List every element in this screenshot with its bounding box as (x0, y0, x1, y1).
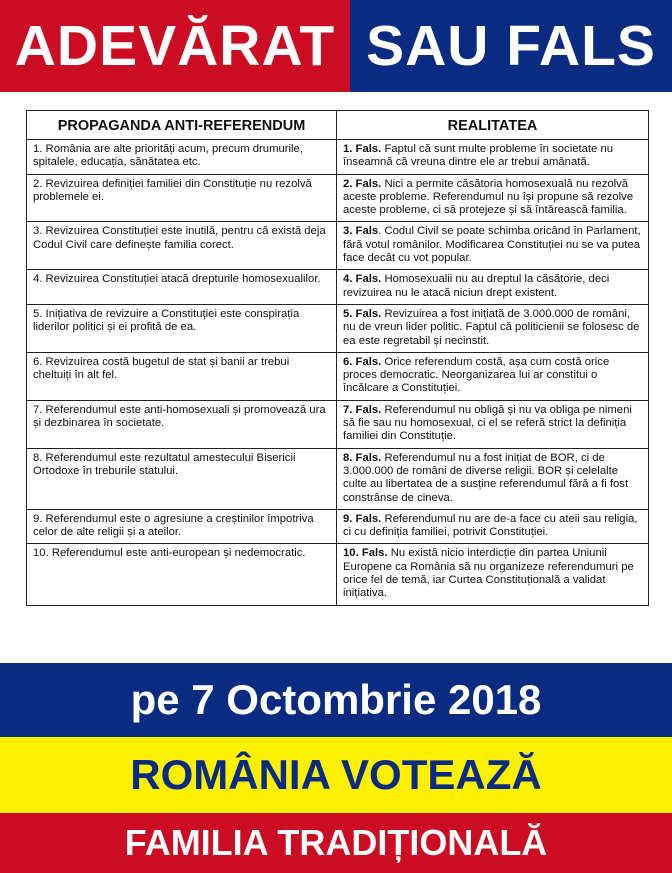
reality-cell (337, 448, 649, 509)
claim-cell: 6. Revizuirea costă bugetul de stat și banii ar trebui cheltuiți în alt fel. (27, 352, 337, 400)
reality-cell (337, 174, 649, 222)
claim-cell: 10. Referendumul este anti-european și nedemocratic. (27, 544, 337, 605)
reality-cell (337, 544, 649, 605)
reality-text: Faptul că sunt multe probleme în societate nu înseamnă că vreuna dintre ele ar trebui amânată. (343, 143, 614, 169)
reality-text: Revizuirea a fost inițiată de 3.000.000 de români, nu de vreun lider politic. Faptul că politicienii se folosesc de ea este regretabil și necinstit. (343, 307, 640, 347)
claim-cell: 2. Revizuirea definiției familiei din Constituție nu rezolvă problemele ei. (27, 174, 337, 222)
table-row (27, 222, 649, 270)
claim-cell: 8. Referendumul este rezultatul amestecului Bisericii Ortodoxe în treburile statului. (27, 448, 337, 509)
claim-cell: 7. Referendumul este anti-homosexuali și promovează ura și dezbinarea în societate. (27, 400, 337, 448)
fals-label: 1. Fals. (343, 143, 382, 155)
romania-votes-banner: ROMÂNIA VOTEAZĂ (0, 737, 672, 813)
fals-label: 6. Fals. (343, 355, 382, 368)
table-row (27, 352, 649, 400)
reality-text: Referendumul nu obligă și nu va obliga pe nimeni să fie sau nu homosexual, ci el se referă strict la definiția familiei din Constituție. (343, 403, 632, 443)
reality-cell (337, 222, 649, 270)
referendum-date-banner: pe 7 Octombrie 2018 (0, 663, 672, 737)
fals-label: 8. Fals. (343, 451, 382, 464)
fals-label: 4. Fals. (343, 273, 382, 286)
reality-text: Orice referendum costă, așa cum costă orice proces democratic. Neorganizarea lui ar constitui o încălcare a Constituției. (343, 355, 610, 395)
reality-cell (337, 509, 649, 544)
table-row (27, 174, 649, 222)
reality-text: Referendumul nu are de-a face cu ateii sau religia, ci cu definiția familiei, potrivit Constituției. (343, 512, 638, 539)
reality-text: Referendumul nu a fost inițiat de BOR, ci de 3.000.000 de români de diverse religii. BOR și celelalte culte au libertatea de a susține referendumul fără a fi fost constrânse de cineva. (343, 451, 629, 504)
table-row (27, 448, 649, 509)
reality-cell (337, 270, 649, 305)
fals-label: 9. Fals. (343, 512, 382, 525)
table-body (27, 140, 649, 606)
table-row (27, 140, 649, 175)
fals-label: 5. Fals. (343, 307, 382, 320)
table-row (27, 544, 649, 605)
top-banner (0, 0, 672, 92)
column-header-reality: REALITATEA (337, 111, 649, 140)
fals-label: 7. Fals. (343, 403, 382, 416)
header-false: SAU FALS (350, 0, 672, 92)
table-row (27, 509, 649, 544)
fals-label: 3. Fals (343, 225, 379, 238)
claim-cell: 5. Inițiativa de revizuire a Constituției este conspirația liderilor politici și ei profită de ea. (27, 304, 337, 352)
reality-cell (337, 304, 649, 352)
claim-cell: 3. Revizuirea Constituției este inutilă, pentru că există deja Codul Civil care definește familia corect. (27, 222, 337, 270)
table-row (27, 400, 649, 448)
claim-cell: 9. Referendumul este o agresiune a creștinilor împotriva celor de alte religii și a ateilor. (27, 509, 337, 544)
reality-text: Nici a permite căsătoria homosexuală nu rezolvă aceste probleme. Referendumul nu își propune să rezolve aceste probleme, ci să protejeze și să întărească familia. (343, 177, 634, 217)
reality-text: Homosexualii nu au dreptul la căsătorie, deci revizuirea nu le atacă niciun drept existent. (343, 273, 610, 299)
reality-text: Nu există nicio interdicție din partea Uniunii Europene ca România să nu organizeze referendumuri pe orice fel de temă, iar Curtea Constituțională a validat inițiativa. (343, 547, 634, 600)
reality-cell (337, 140, 649, 175)
reality-text: . Codul Civil se poate schimba oricând în Parlament, fără votul românilor. Modificarea Constituției nu se va putea face decât cu vot popular. (343, 225, 641, 265)
claim-cell: 4. Revizuirea Constituției atacă drepturile homosexualilor. (27, 270, 337, 305)
reality-cell (337, 352, 649, 400)
comparison-table (26, 110, 649, 606)
comparison-table-container (26, 110, 648, 606)
column-header-propaganda: PROPAGANDA ANTI-REFERENDUM (27, 111, 337, 140)
table-row (27, 304, 649, 352)
table-row (27, 270, 649, 305)
traditional-family-banner: FAMILIA TRADIȚIONALĂ (0, 813, 672, 873)
claim-cell: 1. România are alte priorități acum, precum drumurile, spitalele, educația, sănătatea etc. (27, 140, 337, 175)
header-true: ADEVĂRAT (0, 0, 350, 92)
fals-label: 10. Fals. (343, 547, 388, 560)
fals-label: 2. Fals. (343, 177, 382, 190)
table-header-row (27, 111, 649, 140)
reality-cell (337, 400, 649, 448)
